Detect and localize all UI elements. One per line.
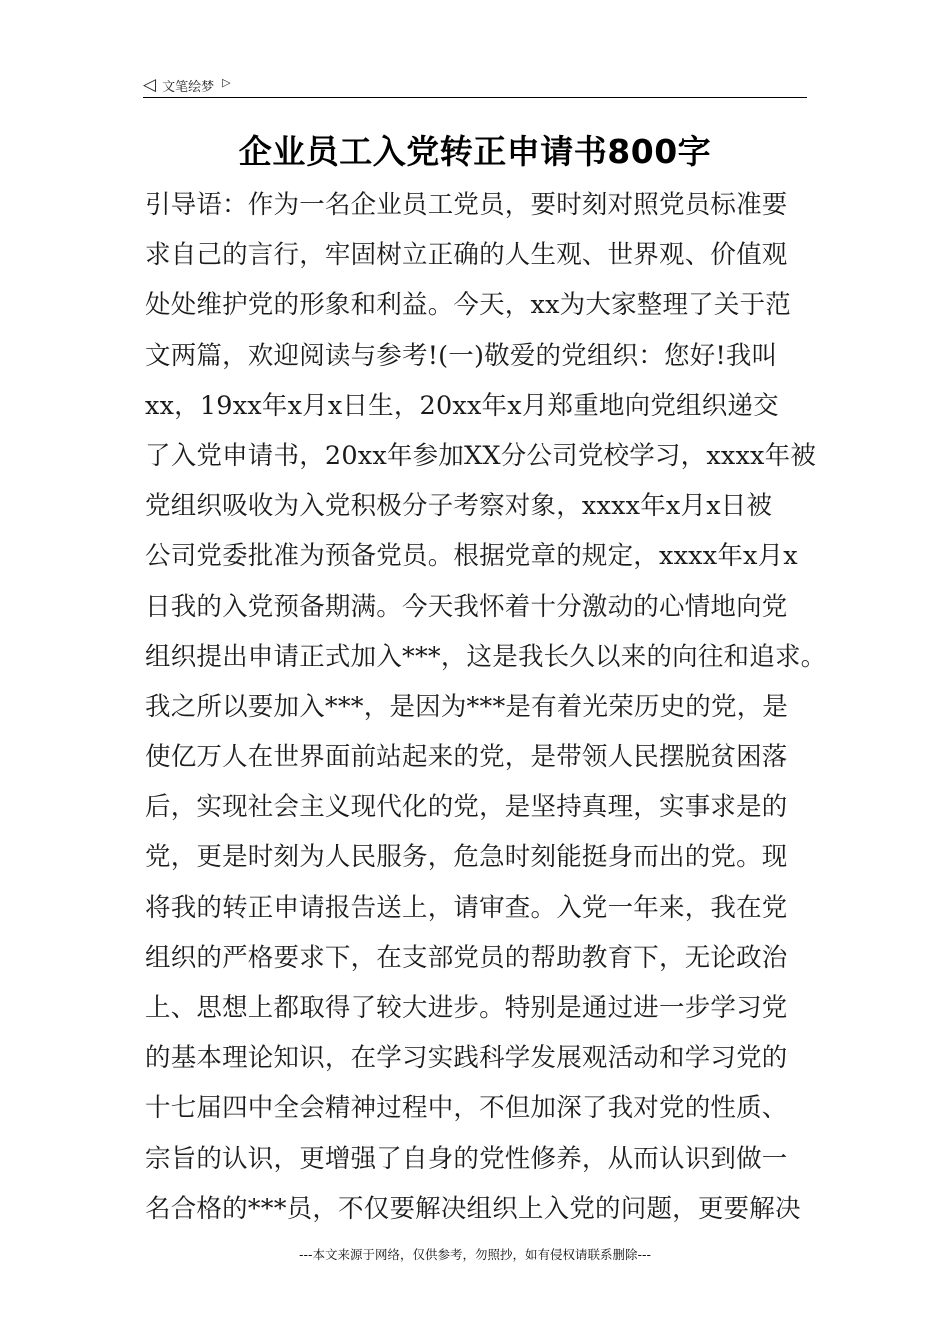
body-line: 处处维护党的形象和利益。今天，xx为大家整理了关于范 [145, 290, 791, 321]
body-line: 使亿万人在世界面前站起来的党，是带领人民摆脱贫困落 [145, 742, 788, 773]
body-line: 了入党申请书，20xx年参加XX分公司党校学习，xxxx年被 [145, 440, 817, 471]
body-line: 的基本理论知识，在学习实践科学发展观活动和学习党的 [145, 1043, 788, 1074]
body-line: 我之所以要加入***，是因为***是有着光荣历史的党，是 [145, 691, 789, 722]
body-line: 组织的严格要求下，在支部党员的帮助教育下，无论政治 [145, 942, 788, 973]
body-line: 引导语：作为一名企业员工党员，要时刻对照党员标准要 [145, 190, 788, 220]
body-line: 求自己的言行，牢固树立正确的人生观、世界观、价值观 [145, 240, 788, 271]
body-line: 文两篇，欢迎阅读与参考!(一)敬爱的党组织：您好!我叫 [145, 340, 778, 371]
body-line: 十七届四中全会精神过程中，不但加深了我对党的性质、 [145, 1093, 788, 1124]
body-line: 组织提出申请正式加入***，这是我长久以来的向往和追求。 [145, 641, 827, 672]
body-line: 宗旨的认识，更增强了自身的党性修养，从而认识到做一 [145, 1143, 788, 1174]
body-line: 后，实现社会主义现代化的党，是坚持真理，实事求是的 [145, 792, 788, 823]
body-line: 将我的转正申请报告送上，请审查。入党一年来，我在党 [145, 892, 788, 923]
footer-disclaimer: ---本文来源于网络，仅供参考，勿照抄，如有侵权请联系删除--- [298, 1247, 652, 1262]
triangle-left-icon: ◁ [143, 74, 157, 95]
body-line: xx，19xx年x月x日生，20xx年x月郑重地向党组织递交 [145, 390, 779, 421]
document-body [145, 180, 845, 1234]
body-line: 名合格的***员，不仅要解决组织上入党的问题，更要解决 [145, 1193, 801, 1224]
body-line: 上、思想上都取得了较大进步。特别是通过进一步学习党 [145, 993, 788, 1023]
header-rule [143, 97, 807, 98]
body-line: 公司党委批准为预备党员。根据党章的规定，xxxx年x月x [145, 541, 798, 572]
body-line: 党组织吸收为入党积极分子考察对象，xxxx年x月x日被 [145, 491, 773, 522]
header-text: 文笔绘梦 [162, 79, 215, 95]
body-line: 党，更是时刻为人民服务，危急时刻能挺身而出的党。现 [145, 842, 788, 873]
page-header [143, 72, 807, 98]
body-line: 日我的入党预备期满。今天我怀着十分激动的心情地向党 [145, 591, 788, 622]
document-title: 企业员工入党转正申请书800字 [238, 132, 712, 171]
triangle-right-icon: ▷ [222, 75, 231, 89]
